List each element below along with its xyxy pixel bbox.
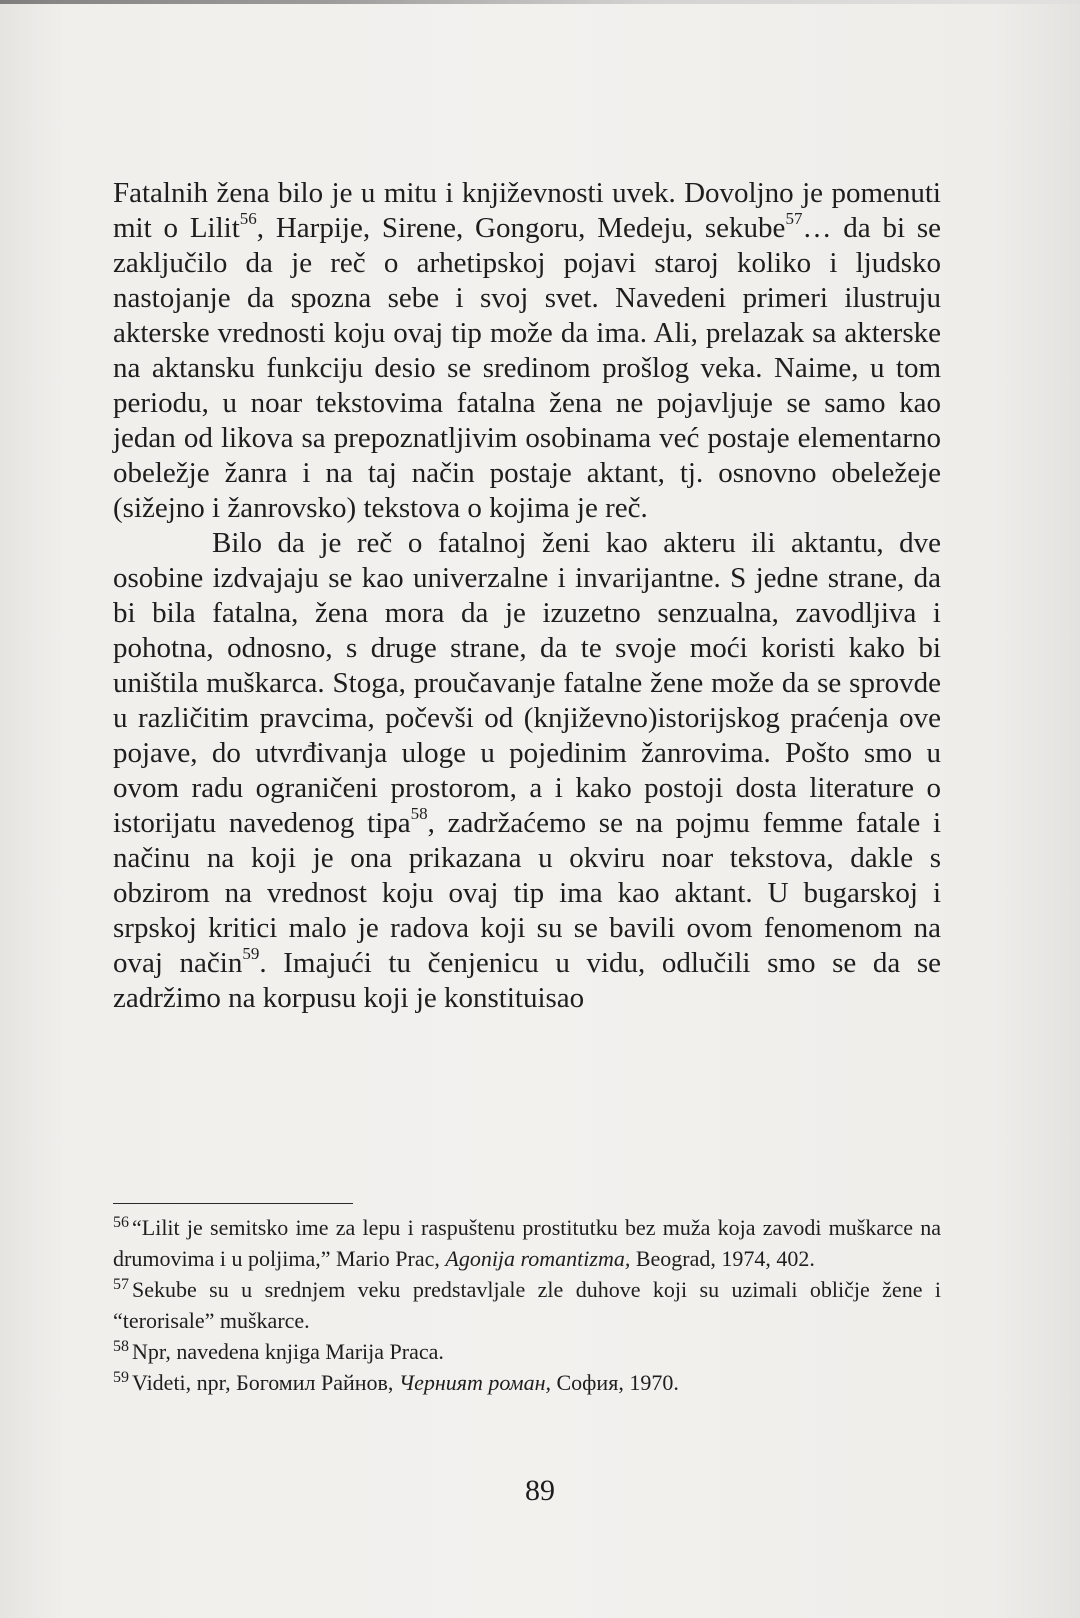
paragraph-1: Fatalnih žena bilo je u mitu i književnosti uvek. Dovoljno je pomenuti mit o Lilit$^{56}$, Harpije, Sirene, Gongoru, Medeju, sekube$^{57}$… da bi se zaključilo da je reč o arhetipskoj pojavi staroj koliko i ljudsko nastojanje da spozna sebe i svoj svet. Navedeni primeri ilustruju akterske vrednosti koju ovaj tip može da ima. Ali, prelazak sa akterske na aktansku funkciju desio se sredinom prošlog veka. Naime, u tom periodu, u noar tekstovima fatalna žena ne pojavljuje se samo kao jedan od likova sa prepoznatljivim osobinama već postaje elementarno obeležje žanra i na taj način postaje aktant, tj. osnovno obeležeje (sižejno i žanrovsko) tekstova o kojima je reč. (113, 177, 942, 524)
footnote-57: $^{57}$ Sekube su u srednjem veku predstavljale zle duhove koji su uzimali obličje žene i “terorisale” muškarce. (113, 1275, 941, 1333)
footnotes (113, 1212, 941, 1398)
footnote-ref-57: 57 (785, 209, 803, 229)
footnote-ref-58: 58 (410, 804, 428, 824)
footnote-ref-56: 56 (239, 209, 257, 229)
footnote-56: $^{56}$ “Lilit je semitsko ime za lepu i raspuštenu prostitutku bez muža koja zavodi muškarce na drumovima i u poljima,” Mario Prac, Agonija romantizma, Beograd, 1974, 402. (113, 1213, 941, 1271)
footnote-separator (113, 1203, 353, 1204)
main-text (113, 176, 941, 1016)
footnote-59: $^{59}$ Videti, npr, Богомил Райнов, Черният роман, София, 1970. (113, 1368, 679, 1395)
page-top-edge (0, 0, 1080, 4)
paragraph-2: Bilo da je reč o fatalnoj ženi kao akteru ili aktantu, dve osobine izdvajaju se kao univerzalne i invarijantne. S jedne strane, da bi bila fatalna, žena mora da je izuzetno senzualna, zavodljiva i pohotna, odnosno, s druge strane, da te svoje moći koristi kako bi uništila muškarca. Stoga, proučavanje fatalne žene može da se sprovde u različitim pravcima, počevši od (književno)istorijskog praćenja ove pojave, do utvrđivanja uloge u pojedinim žanrovima. Pošto smo u ovom radu ograničeni prostorom, a i kako postoji dosta literature o istorijatu navedenog tipa$^{58}$, zadržaćemo se na pojmu femme fatale i načinu na koji je ona prikazana u okviru noar tekstova, dakle s obzirom na vrednost koju ovaj tip ima kao aktant. U bugarskoj i srpskoj kritici malo je radova koji su se bavili ovom fenomenom na ovaj način$^{59}$. Imajući tu čenjenicu u vidu, odlučili smo se da se zadržimo na korpusu koji je konstituisao (113, 527, 942, 1014)
footnote-58: $^{58}$ Npr, navedena knjiga Marija Praca. (113, 1337, 444, 1364)
page-number: 89 (525, 1474, 555, 1507)
footnote-ref-59: 59 (242, 944, 260, 964)
